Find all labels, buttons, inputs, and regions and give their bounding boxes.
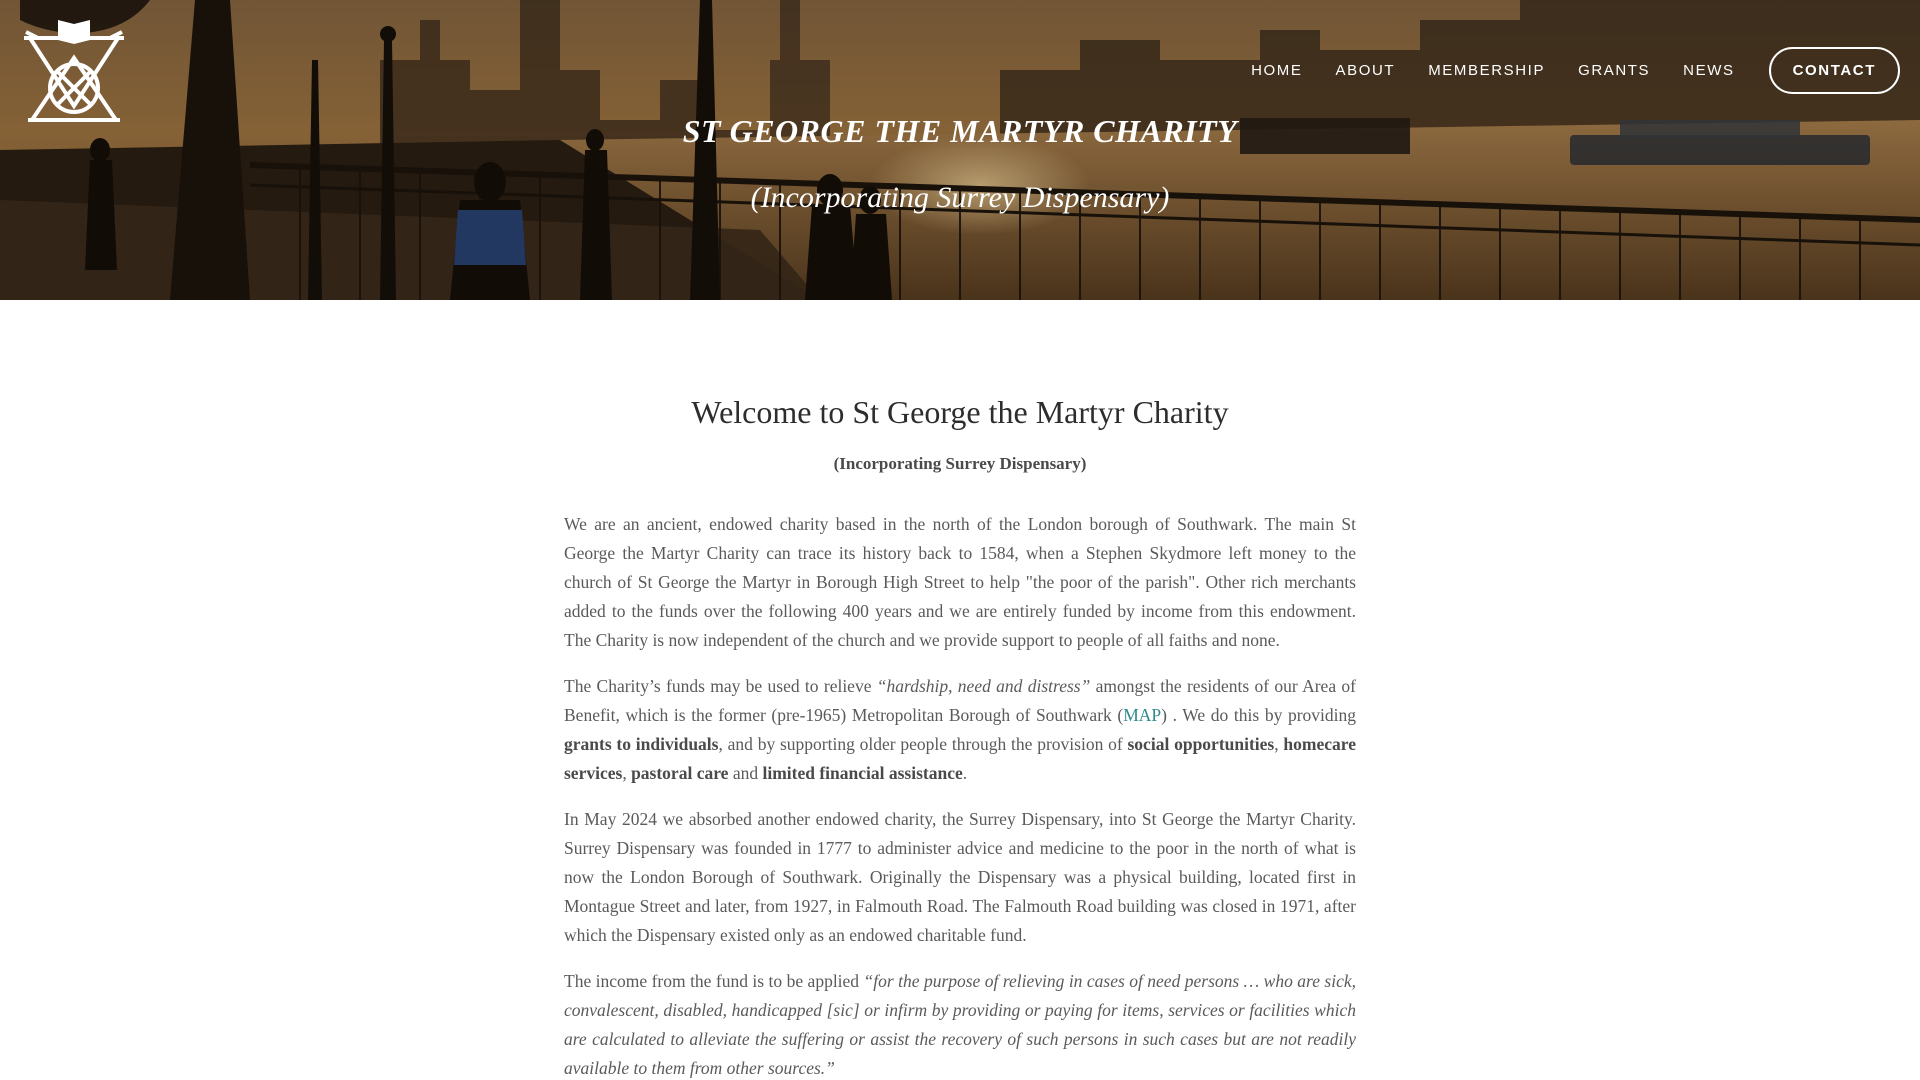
text-span: , and by supporting older people through the provision of: [718, 734, 1128, 754]
nav-about[interactable]: ABOUT: [1335, 61, 1396, 79]
main-content: [564, 390, 1356, 1080]
text-span: The Charity’s funds may be used to relieve: [564, 676, 877, 696]
hero-subtitle: (Incorporating Surrey Dispensary): [750, 181, 1170, 214]
bold-homecare: homecare services: [564, 734, 1356, 783]
bold-social: social opportunities: [1127, 734, 1275, 754]
text-span: and: [728, 763, 763, 783]
nav-grants[interactable]: GRANTS: [1578, 61, 1651, 79]
funds-paragraph: [564, 672, 1356, 788]
quote-hardship: “hardship, need and distress”: [876, 676, 1091, 696]
hero-banner: [0, 0, 1920, 300]
nav-news[interactable]: NEWS: [1683, 61, 1735, 79]
text-span: ,: [622, 763, 632, 783]
hero-title: ST GEORGE THE MARTYR CHARITY: [682, 113, 1238, 149]
bold-grants: grants to individuals: [564, 734, 719, 754]
intro-paragraph: We are an ancient, endowed charity based in the north of the London borough of Southwark. The main St George the Martyr Charity can trace its history back to 1584, when a Stephen Skydmore left money to the church of St George the Martyr in Borough High Street to help "the poor of the parish". Other rich merchants added to the funds over the following 400 years and we are entirely funded by income from this endowment. The Charity is now independent of the church and we provide support to people of all faiths and none.: [564, 514, 1356, 650]
nav-home[interactable]: HOME: [1251, 61, 1303, 79]
nav-membership[interactable]: MEMBERSHIP: [1428, 61, 1546, 79]
bold-financial: limited financial assistance: [762, 763, 963, 783]
text-span: ) . We do this by providing: [1161, 705, 1356, 725]
quote-purpose: “for the purpose of relieving in cases of need persons … who are sick, convalescent, disabled, handicapped [sic] or infirm by providing or paying for items, services or facilities which are calculated to alleviate the suffering or assist the recovery of such persons in such cases but are not readily available to them from other sources.”: [564, 971, 1356, 1078]
welcome-heading: Welcome to St George the Martyr Charity: [691, 394, 1229, 430]
text-span: The income from the fund is to be applied: [564, 971, 864, 991]
map-link[interactable]: MAP: [1123, 705, 1162, 725]
income-paragraph: [564, 967, 1356, 1080]
text-span: .: [962, 763, 968, 783]
contact-button[interactable]: CONTACT: [1769, 47, 1900, 94]
dispensary-paragraph: In May 2024 we absorbed another endowed charity, the Surrey Dispensary, into St George the Martyr Charity. Surrey Dispensary was founded in 1777 to administer advice and medicine to the poor in the north of what is now the London Borough of Southwark. Originally the Dispensary was a physical building, located first in Montague Street and later, from 1927, in Falmouth Road. The Falmouth Road building was closed in 1971, after which the Dispensary existed only as an endowed charitable fund.: [564, 809, 1356, 945]
charity-emblem-icon[interactable]: [18, 18, 130, 124]
text-span: ,: [1274, 734, 1284, 754]
text-span: amongst the residents of our Area of Benefit, which is the former (pre-1965) Metropolitan Borough of Southwark (: [564, 676, 1356, 725]
welcome-subheading: (Incorporating Surrey Dispensary): [833, 454, 1087, 473]
bold-pastoral: pastoral care: [631, 763, 729, 783]
